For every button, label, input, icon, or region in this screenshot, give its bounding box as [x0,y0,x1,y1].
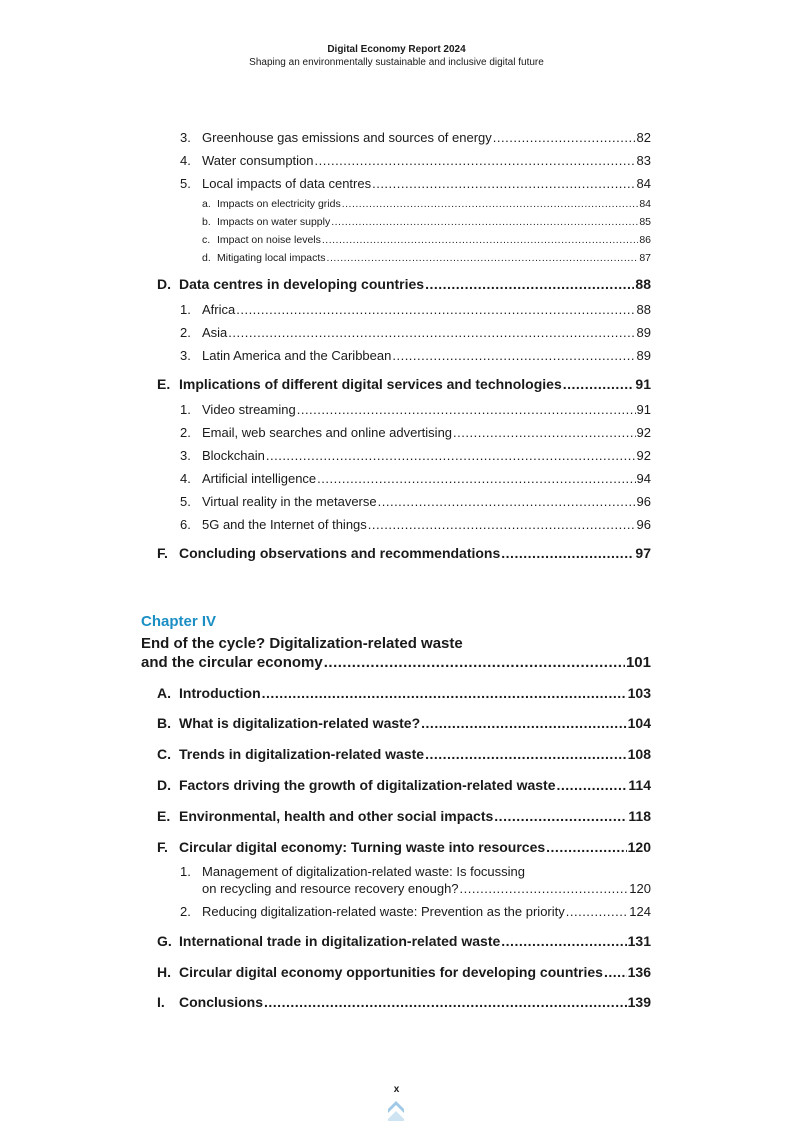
dot-leader [378,494,636,509]
toc-entry-page: 91 [635,376,651,392]
toc-entry-page: 85 [639,216,651,228]
toc-entry-number: 3. [180,130,191,145]
toc-entry-page: 88 [635,276,651,292]
toc-entry-label: Email, web searches and online advertising [202,425,453,440]
dot-leader [546,839,626,855]
toc-entry-number: D. [157,777,171,793]
double-chevron-up-icon[interactable] [386,1099,406,1121]
toc-entry-label: Video streaming [202,402,296,417]
dot-leader [421,715,626,731]
toc-entry-label: Impacts on electricity grids [217,198,341,210]
toc-entry-label: International trade in digitalization-related waste [179,933,501,949]
toc-subentry[interactable] [202,216,651,228]
toc-entry[interactable] [180,425,651,440]
dot-leader [372,176,635,191]
chapter-title: End of the cycle? Digitalization-related waste [141,635,463,652]
toc-entry-number: G. [157,933,172,949]
dot-leader [425,276,634,292]
toc-entry-page: 89 [636,325,651,340]
toc-entry-page: 84 [636,176,651,191]
toc-entry[interactable] [180,904,651,919]
toc-section[interactable] [157,964,651,980]
toc-entry-page: 103 [627,685,651,701]
toc-section[interactable] [157,808,651,824]
dot-leader [236,302,635,317]
toc-entry-label: Concluding observations and recommendations [179,545,501,561]
toc-entry[interactable] [180,348,651,363]
report-title: Digital Economy Report 2024 [327,44,466,55]
toc-entry-number: 2. [180,425,191,440]
toc-entry-number: 1. [180,302,191,317]
chapter-label: Chapter IV [141,613,217,630]
toc-section[interactable] [157,545,651,561]
toc-entry-page: 118 [628,808,651,824]
dot-leader [493,130,636,145]
toc-entry-number: 1. [180,402,191,417]
toc-entry-page: 114 [628,777,651,793]
toc-entry-number: 1. [180,864,191,879]
toc-entry[interactable] [180,494,651,509]
report-subtitle: Shaping an environmentally sustainable and inclusive digital future [249,57,544,68]
toc-section[interactable] [157,376,651,392]
toc-entry-page: 108 [627,746,651,762]
toc-entry-number: b. [202,216,211,228]
dot-leader [494,808,627,824]
toc-entry-page: 87 [639,252,651,264]
toc-entry-number: C. [157,746,171,762]
dot-leader [331,216,638,228]
toc-entry-label: Circular digital economy opportunities for developing countries [179,964,603,980]
toc-entry[interactable] [180,153,651,168]
dot-leader [322,234,638,246]
toc-entry-number: 6. [180,517,191,532]
page-number: x [393,1084,400,1095]
dot-leader [425,746,627,762]
toc-entry-number: E. [157,376,171,392]
toc-entry-label: Virtual reality in the metaverse [202,494,377,509]
toc-entry-number: a. [202,198,211,210]
toc-entry-page: 120 [629,881,651,896]
toc-entry-page: 120 [627,839,651,855]
toc-entry-label: Asia [202,325,228,340]
toc-entry[interactable] [180,448,651,463]
toc-entry-number: 5. [180,176,191,191]
toc-section[interactable] [157,933,651,949]
dot-leader [264,994,627,1010]
toc-entry[interactable] [202,881,651,896]
toc-subentry[interactable] [202,198,651,210]
toc-section[interactable] [157,777,651,793]
dot-leader [556,777,627,793]
toc-entry-number: 3. [180,348,191,363]
toc-section[interactable] [157,276,651,292]
toc-entry-label: Africa [202,302,236,317]
dot-leader [228,325,635,340]
toc-entry-page: 96 [636,517,651,532]
toc-entry-label: Greenhouse gas emissions and sources of energy [202,130,492,145]
toc-entry-label: Environmental, health and other social impacts [179,808,494,824]
toc-entry-label: Introduction [179,685,261,701]
dot-leader [315,153,636,168]
toc-entry-label-line1: Management of digitalization-related waste: Is focussing [202,864,526,879]
toc-entry[interactable] [180,176,651,191]
toc-entry-label: on recycling and resource recovery enough? [202,881,459,896]
toc-entry-page: 88 [636,302,651,317]
toc-entry-number: 4. [180,153,191,168]
toc-entry-first-line[interactable] [180,864,525,879]
toc-section[interactable] [157,746,651,762]
toc-entry-label: Factors driving the growth of digitalization-related waste [179,777,556,793]
dot-leader [392,348,635,363]
toc-entry-number: I. [157,994,165,1010]
dot-leader [368,517,636,532]
toc-entry-page: 104 [627,715,651,731]
toc-entry-page: 91 [636,402,651,417]
dot-leader [453,425,636,440]
toc-entry-page: 83 [636,153,651,168]
toc-chapter-entry[interactable] [141,654,651,671]
toc-entry-page: 136 [627,964,651,980]
toc-entry-label: Blockchain [202,448,265,463]
toc-entry-number: A. [157,685,171,701]
running-header [0,43,793,70]
toc-entry-label: 5G and the Internet of things [202,517,367,532]
toc-entry-number: 3. [180,448,191,463]
toc-entry-label: Artificial intelligence [202,471,317,486]
toc-entry-number: 2. [180,325,191,340]
toc-entry-label: Conclusions [179,994,264,1010]
dot-leader [324,654,625,671]
toc-entry-page: 92 [636,425,651,440]
dot-leader [317,471,635,486]
dot-leader [604,964,627,980]
toc-entry[interactable] [180,130,651,145]
toc-entry-page: 92 [636,448,651,463]
dot-leader [342,198,639,210]
toc-entry-label: Implications of different digital services and technologies [179,376,562,392]
toc-entry-label: Trends in digitalization-related waste [179,746,425,762]
toc-section[interactable] [157,715,651,731]
toc-entry-number: 4. [180,471,191,486]
toc-section[interactable] [157,839,651,855]
toc-entry-label: Impact on noise levels [217,234,321,246]
toc-section[interactable] [157,685,651,701]
toc-entry-number: D. [157,276,171,292]
toc-entry[interactable] [180,517,651,532]
toc-subentry[interactable] [202,234,651,246]
toc-entry-label: What is digitalization-related waste? [179,715,421,731]
toc-entry-number: F. [157,839,168,855]
toc-entry[interactable] [180,402,651,417]
toc-entry-number: 5. [180,494,191,509]
toc-subentry[interactable] [202,252,651,264]
dot-leader [266,448,636,463]
toc-entry-number: 2. [180,904,191,919]
toc-entry-label: Local impacts of data centres [202,176,372,191]
toc-entry-label: Water consumption [202,153,314,168]
dot-leader [563,376,635,392]
toc-entry-page: 131 [627,933,651,949]
dot-leader [297,402,636,417]
toc-entry-number: B. [157,715,171,731]
toc-entry-page: 82 [636,130,651,145]
dot-leader [501,545,634,561]
toc-entry-number: c. [202,234,211,246]
toc-entry-number: F. [157,545,168,561]
toc-entry-page: 124 [629,904,651,919]
toc-entry-page: 86 [639,234,651,246]
toc-entry[interactable] [180,471,651,486]
toc-entry-page: 101 [625,654,651,671]
toc-entry-label: Reducing digitalization-related waste: Prevention as the priority [202,904,565,919]
dot-leader [327,252,639,264]
toc-entry-page: 94 [636,471,651,486]
toc-entry[interactable] [180,302,651,317]
dot-leader [460,881,629,896]
toc-entry-label: Data centres in developing countries [179,276,425,292]
dot-leader [566,904,629,919]
dot-leader [501,933,626,949]
toc-entry-page: 84 [639,198,651,210]
toc-entry-number: d. [202,252,211,264]
toc-entry-page: 139 [627,994,651,1010]
toc-entry[interactable] [180,325,651,340]
toc-entry-number: E. [157,808,171,824]
toc-entry-page: 89 [636,348,651,363]
chapter-title-line2: and the circular economy [141,654,323,671]
dot-leader [262,685,627,701]
toc-entry-label: Circular digital economy: Turning waste into resources [179,839,546,855]
toc-entry-number: H. [157,964,171,980]
toc-entry-page: 96 [636,494,651,509]
toc-entry-label: Mitigating local impacts [217,252,326,264]
toc-entry-label: Impacts on water supply [217,216,331,228]
toc-section[interactable] [157,994,651,1010]
toc-entry-label: Latin America and the Caribbean [202,348,392,363]
toc-entry-page: 97 [635,545,651,561]
